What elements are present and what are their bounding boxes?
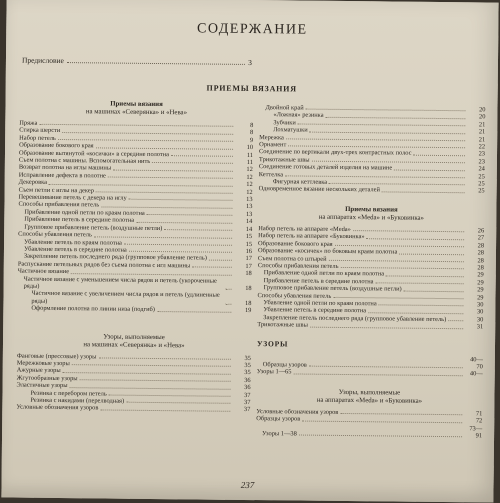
toc-entry-page: 72 (475, 417, 483, 425)
section-header-title: Узоры, выполняемые (103, 333, 165, 341)
toc-entry-page: 23 (478, 158, 485, 166)
toc-entry-page: 25 (478, 173, 485, 181)
leader-dots (326, 117, 466, 119)
toc-entry-page: 28 (477, 264, 484, 272)
toc-entry-title: Исправление дефекта в полотне (18, 171, 106, 180)
toc-entry-page: 30 (476, 308, 484, 316)
toc-entry-title: Оформление полотна по линии низа (подгиб) (31, 304, 156, 314)
toc-entry-title: Резинка с накидами (перелводная) (30, 396, 125, 405)
toc-entry-title: Перевешивание петель с декера на иглу (18, 193, 127, 202)
toc-entry-page: 37 (244, 391, 251, 399)
toc-entry-page: 35 (244, 354, 251, 362)
leader-dots (147, 214, 233, 216)
toc-entry-page: 20 (478, 113, 486, 121)
toc-entry-page: 37 (243, 398, 251, 407)
toc-entry-title: Узоры 1—38 (262, 430, 297, 438)
toc-entry-title: Двойной край (265, 104, 304, 112)
toc-entry-page: 15 (245, 240, 253, 248)
leader-dots (129, 251, 232, 253)
toc-entry-title: Образование «косичек» по боковым краям полотна (257, 247, 398, 256)
leader-dots (386, 275, 464, 277)
toc-entry-title: Зубчики (273, 119, 296, 127)
toc-entry-title: Образцы узоров (256, 415, 301, 423)
toc-list (16, 352, 251, 414)
toc-list (256, 408, 482, 440)
toc-entry-page: 40—70 (470, 355, 483, 371)
toc-entry-title: Образцы узоров (262, 361, 307, 369)
toc-list (259, 104, 486, 195)
toc-entry-title: Прибавление одной петли по краям полотна (263, 269, 385, 278)
leader-dots (340, 413, 462, 415)
toc-entry-page: 40— (469, 370, 483, 378)
toc-entry-page: 16 (245, 247, 253, 255)
toc-entry-title: Возврат полотна на иглы машины (18, 164, 112, 172)
toc-entry-title: Пряжа (19, 119, 38, 127)
leader-dots (310, 131, 466, 134)
toc-entry-title: Кеттелка (258, 170, 284, 178)
toc-entry-title: Способы убавления петель (18, 230, 92, 239)
toc-entry-title: Съем полотна с машины. Вспомогательная нить (18, 156, 151, 165)
toc-entry-title: «Ложная» резинка (273, 111, 324, 120)
preface-page: 3 (248, 57, 253, 68)
leader-dots (157, 311, 231, 313)
toc-entry-page: 27 (477, 234, 485, 242)
toc-entry-title: Частичное вязание с увеличением числа рядов и петель (удлиненные ряды) (31, 290, 220, 305)
toc-entry-page: 13 (245, 210, 253, 218)
toc-entry-title: Лохматушки (273, 126, 308, 134)
toc-entry-page: 36 (244, 384, 251, 392)
toc-entry (16, 404, 250, 414)
toc-entry-title: Мережка (259, 133, 284, 141)
leader-dots (333, 297, 463, 299)
leader-dots (448, 320, 463, 321)
toc-entry-page: 12 (246, 166, 253, 174)
toc-entry-page: 18 (245, 284, 252, 292)
toc-entry-title: Групповое прибавление петель (воздушные петли) (24, 223, 163, 232)
toc-entry-title: Набор петель на аппарате «Meda» (258, 224, 351, 233)
toc-entry-page: 26 (477, 227, 485, 235)
section-header (256, 388, 482, 406)
toc-entry-title: Убавление петель по краям полотна (24, 238, 122, 247)
toc-entry-page: 21 (478, 128, 486, 136)
leader-dots (209, 259, 232, 260)
toc-entry-title: Способы прибавления петель (257, 261, 339, 270)
toc-entry-page: 71 (475, 410, 483, 418)
toc-entry (256, 423, 482, 440)
preface-label: Предисловие (21, 55, 64, 66)
toc-entry-page: 13 (246, 196, 253, 204)
toc-entry-page: 73—91 (469, 424, 483, 440)
page-number: 237 (240, 479, 255, 491)
toc-entry-title: Стирка шерсти (19, 126, 61, 135)
leader-dots (124, 244, 232, 246)
toc-entry-title: Групповое прибавление петель (воздушные петли) (263, 284, 402, 293)
preface-entry (22, 56, 252, 67)
toc-entry-title: Соединение готовых деталей изделия на машине (258, 163, 393, 172)
leader-dots (340, 267, 463, 269)
leader-dots (225, 304, 231, 305)
toc-entry-page: 21 (478, 121, 486, 129)
section-header (19, 100, 253, 118)
leader-dots (382, 191, 465, 193)
leader-dots (129, 199, 233, 201)
toc-entry-title: Узоры 1—65 (256, 368, 292, 376)
toc-entry-page: 10 (246, 144, 254, 152)
leader-dots (376, 282, 464, 284)
toc-entry-page: 28 (477, 242, 485, 250)
toc-entry-title: Убавление петель в середине полотна (263, 306, 367, 315)
toc-entry-title: Способы прибавления петель (18, 201, 100, 209)
leader-dots (299, 435, 462, 438)
toc-entry-page: 28 (477, 249, 485, 257)
toc-entry-title: Убавление одной петли по краям полотна (263, 299, 377, 308)
toc-entry-title: Прибавление одной петли по краям полотна (24, 208, 145, 217)
leader-dots (113, 169, 233, 171)
leader-dots (96, 191, 233, 193)
toc-entry-title: Съем полотна со штырей (257, 254, 327, 263)
leader-dots (100, 409, 230, 411)
toc-entry-page: 31 (476, 323, 484, 331)
toc-entry-page: 28 (477, 256, 484, 264)
leader-dots (108, 177, 233, 179)
leader-dots (171, 155, 233, 157)
toc-entry-page: 12 (246, 181, 253, 189)
left-column (16, 96, 253, 414)
leader-dots (413, 155, 465, 157)
toc-entry-page: 22 (478, 143, 486, 151)
toc-entry-title: Одновременное вязание нескольких деталей (258, 185, 380, 194)
toc-entry-title: Орнамент (259, 141, 287, 149)
book-page (1, 0, 498, 503)
leader-dots (329, 260, 464, 262)
leader-dots (126, 402, 230, 404)
toc-entry-title: Набор петель на аппарате «Буковинка» (258, 232, 365, 241)
toc-entry-page: 12 (246, 173, 253, 181)
leader-dots (309, 366, 463, 369)
section-header-subtitle: на аппаратах «Meda» и «Буковинка» (318, 213, 425, 222)
toc-entry-page: 21 (478, 136, 486, 144)
toc-entry-title: Образование бокового края (258, 239, 333, 248)
leader-dots (152, 162, 233, 164)
leader-dots (399, 253, 464, 255)
leader-dots (101, 206, 232, 208)
toc-entry-page: 30 (476, 316, 484, 324)
section-header-title: Узоры, выполняемые (338, 388, 401, 397)
section-header-title: Приемы вязания (345, 205, 398, 214)
leader-dots (192, 267, 232, 268)
toc-entry-page: 35 (244, 369, 251, 377)
leader-dots (368, 312, 463, 314)
toc-entry-title: Образование бокового края (19, 141, 94, 150)
leader-dots (164, 229, 232, 231)
toc-entry-page: 14 (245, 225, 253, 233)
toc-entry-title: Образование вытянутой «косички» в середине полотна (18, 149, 170, 158)
toc-entry-page: 30 (477, 301, 484, 309)
toc-entry-page: 18 (245, 299, 252, 307)
toc-entry-page: 17 (245, 262, 252, 270)
section-header-title: Приемы вязания (110, 100, 163, 109)
toc-entry-title: Трикотажные швы (258, 155, 310, 164)
toc-entry-page: 24 (478, 165, 485, 173)
toc-entry-title: Набор петель (19, 134, 56, 142)
toc-list (257, 354, 483, 379)
leader-dots (98, 357, 230, 359)
section-header-subtitle: на машинах «Северянка» и «Нева» (85, 108, 188, 117)
toc-entry-page: 9 (249, 136, 254, 144)
toc-entry-page: 23 (478, 150, 486, 158)
toc-entry (257, 321, 483, 331)
toc-entry-page: 29 (477, 271, 484, 279)
toc-entry-title: Эластичные узоры (16, 381, 68, 390)
toc-entry-title: Фигурная кеттлевка (272, 178, 328, 186)
toc-entry-title: Способы убавления петель (257, 291, 332, 300)
leader-dots (312, 161, 465, 164)
toc-entry-page: 11 (246, 151, 254, 159)
toc-entry-title: Убавление петель в середине полотна (23, 245, 127, 254)
toc-entry-title: Соединение по вертикали двух-трех контрастных полос (258, 148, 412, 158)
toc-entry-page: 29 (477, 279, 484, 287)
leader-dots (80, 379, 231, 382)
right-column (256, 96, 486, 440)
leader-dots (353, 230, 464, 232)
toc-list (17, 120, 253, 315)
section-header (258, 205, 484, 223)
toc-entry-page: 29 (477, 293, 484, 301)
leader-dots (404, 290, 464, 292)
leader-dots (310, 326, 463, 329)
toc-entry-page: 36 (244, 376, 251, 384)
leader-dots (94, 236, 232, 238)
toc-entry-title: Трикотажные швы (257, 321, 308, 329)
toc-entry-page: 19 (244, 307, 252, 315)
toc-entry-page: 18 (245, 270, 252, 278)
toc-entry-page: 29 (477, 286, 484, 294)
section-heading-uzory: УЗОРЫ (256, 338, 289, 348)
toc-entry-page: 25 (478, 187, 485, 195)
leader-dots (329, 183, 465, 185)
toc-entry-page: 14 (245, 218, 253, 226)
toc-entry-page: 8 (250, 121, 254, 130)
toc-entry-title: Резинка с перебором петель (30, 389, 107, 398)
toc-entry-title: Частичное вязание с уменьшением числа рядов и петель (укороченные ряды) (23, 275, 217, 290)
leader-dots (367, 238, 465, 240)
toc-entry-title: Частичное вязание (17, 267, 70, 276)
toc-entry-title: Закрепление петель последнего ряда (групповое убавление петель) (263, 313, 447, 323)
toc-entry-title: Мережковые узоры (16, 359, 70, 368)
leader-dots (335, 245, 464, 247)
toc-entry-page: 25 (478, 180, 485, 188)
toc-entry-page: 12 (246, 188, 253, 196)
toc-entry-title: Ажурные узоры (16, 366, 61, 375)
toc-entry-page: 35 (244, 361, 251, 369)
leader-dots (379, 305, 464, 307)
toc-entry-page: 37 (243, 406, 251, 414)
leader-dots (394, 169, 465, 171)
toc-entry-page: 17 (245, 255, 252, 263)
toc-entry-page: 15 (245, 233, 253, 241)
leader-dots (96, 147, 233, 149)
toc-entry-page: 11 (246, 158, 253, 167)
toc-entry-title: Декеровка (18, 178, 48, 187)
toc-entry-page: 13 (246, 203, 253, 211)
leader-dots (109, 395, 231, 397)
section-header-subtitle: на машинах «Северянка» и «Нева» (83, 340, 185, 349)
section-header-subtitle: на аппаратах «Meda» и «Буковинка» (316, 396, 423, 405)
toc-entry-title: Прибавление петель в середине полотна (24, 215, 135, 225)
main-section-heading: ПРИЕМЫ ВЯЗАНИЯ (206, 83, 297, 94)
leader-dots (226, 289, 232, 290)
toc-entry-title: Условные обозначения узоров (256, 407, 339, 416)
toc-entry-title: Фанговые (прессовые) узоры (16, 352, 97, 360)
toc-list (257, 225, 484, 331)
toc-entry-title: Распускание петельных рядов без съема полотна с игл машины (17, 260, 191, 270)
toc-entry-title: Жгутообразные узоры (16, 374, 78, 382)
section-header (17, 332, 251, 350)
leader-dots (136, 221, 232, 223)
toc-entry-title: Съем петли с иглы на декер (18, 186, 94, 195)
toc-entry-page: 8 (249, 129, 254, 137)
toc-entry-title: Закрепление петель последнего ряда (групповое убавление петель) (23, 252, 207, 262)
toc-entry-title: Прибавление петель в середине полотна (263, 276, 374, 286)
page-title: СОДЕРЖАНИЕ (196, 21, 308, 38)
toc-entry-page: 20 (479, 106, 486, 114)
toc-entry-title: Условные обозначения узоров (16, 403, 99, 412)
leader-dots (67, 56, 245, 65)
